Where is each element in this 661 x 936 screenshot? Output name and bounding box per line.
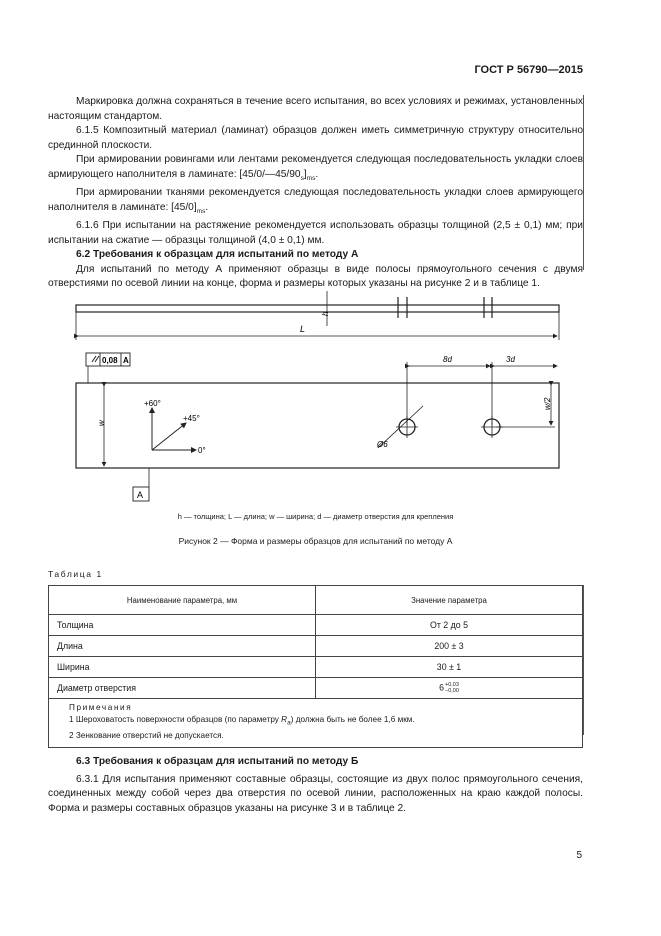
- table-row: [49, 636, 583, 657]
- side-view-strip: [76, 305, 559, 312]
- tolerance-datum: A: [123, 356, 129, 365]
- paragraph: Для испытаний по методу А применяют образцы в виде полосы прямоугольного сечения с двумя отверстиями по осевой линии на конце, форма и размеры которых указаны на рисунке 2 и в таблице 1.: [48, 263, 583, 290]
- param-value: От 2 до 5: [316, 615, 583, 636]
- paragraph: При армировании тканями рекомендуется следующая последовательность укладки слоев армирующего наполнителя в ламинате: $[45/0]_{ms}$.: [48, 187, 583, 215]
- table-row: [49, 678, 583, 699]
- notes-title: Примечания: [69, 703, 133, 712]
- param-name: Длина: [49, 636, 316, 657]
- paragraph: 6.3.1 Для испытания применяют составные образцы, состоящие из двух полос прямоугольного сечения, соединенных между собой через два отверстия по осевой линии, расположенных на краю каждой полосы. Форма и размеры составных образцов указаны на рисунке 3 и в таблице 2.: [48, 773, 583, 814]
- subscript: ms: [306, 174, 316, 182]
- param-name: Толщина: [49, 615, 316, 636]
- page-number: 5: [576, 850, 582, 861]
- change-bar: [583, 585, 584, 735]
- subscript: s: [300, 174, 304, 182]
- value-tolerance: +0,03 −0,00: [444, 682, 459, 694]
- value-main: 6: [439, 682, 444, 693]
- parameters-table: [48, 585, 583, 748]
- paragraph: При армировании ровингами или лентами рекомендуется следующая последовательность укладки слоев армирующего наполнителя в ламинате: $[45/0/—45/90_s]_{ms}$.: [48, 154, 583, 182]
- figure-legend: h — толщина; L — длина; w — ширина; d — диаметр отверстия для крепления: [177, 512, 454, 521]
- table-notes: [49, 699, 583, 748]
- paragraph: Маркировка должна сохраняться в течение всего испытания, во всех условиях и режимах, установленных настоящим стандартом.: [48, 96, 583, 122]
- note-item: 1 Шероховатость поверхности образцов (по параметру $R_a$) должна быть не более 1,6 мкм.: [69, 715, 415, 727]
- column-header: Наименование параметра, мм: [49, 586, 316, 615]
- dim-label-w2: w/2: [543, 397, 552, 410]
- table-row: [49, 657, 583, 678]
- param-value: 200 ± 3: [316, 636, 583, 657]
- section-heading: 6.3 Требования к образцам для испытаний по методу Б: [76, 756, 359, 767]
- table-row: [49, 615, 583, 636]
- angle-label-60: +60°: [144, 399, 161, 408]
- table-header-row: [49, 586, 583, 615]
- dim-label-L: L: [300, 324, 306, 334]
- dim-label-h: h: [321, 311, 330, 316]
- table-notes-row: [49, 699, 583, 748]
- standard-header: ГОСТ Р 56790—2015: [474, 64, 583, 76]
- paragraph: 6.1.5 Композитный материал (ламинат) образцов должен иметь симметричную структуру относительно срединной плоскости.: [48, 125, 583, 151]
- param-value: [316, 678, 583, 699]
- text-block-bottom: [48, 755, 583, 816]
- figure-caption: Рисунок 2 — Форма и размеры образцов для испытаний по методу А: [178, 536, 453, 546]
- paragraph-text: При армировании тканями рекомендуется следующая последовательность укладки слоев армирующего наполнителя в ламинате: [45/0]: [48, 187, 583, 213]
- datum-box-label: А: [137, 490, 144, 500]
- axis-45: [152, 423, 186, 450]
- paragraph: 6.1.6 При испытании на растяжение рекомендуется использовать образцы толщиной (2,5 ± 0,1) мм; при испытании на сжатие — образцы толщиной (4,0 ± 0,1) мм.: [48, 220, 583, 246]
- paragraph-text: При армировании ровингами или лентами рекомендуется следующая последовательность укладки слоев армирующего наполнителя в ламинате: [45/0/—45/90: [48, 154, 583, 180]
- dim-label-8d: 8d: [443, 355, 452, 364]
- tolerance-value: 0,08: [102, 356, 118, 365]
- front-view-strip: [76, 383, 559, 468]
- section-heading: 6.2 Требования к образцам для испытаний по методу А: [76, 249, 359, 261]
- param-name: Ширина: [49, 657, 316, 678]
- angle-label-45: +45°: [183, 414, 200, 423]
- note-item: 2 Зенкование отверстий не допускается.: [69, 730, 224, 740]
- angle-label-0: 0°: [198, 446, 206, 455]
- column-header: Значение параметра: [316, 586, 583, 615]
- subscript: ms: [196, 207, 206, 215]
- table-label: Таблица 1: [48, 569, 103, 579]
- hole-diameter-label: Ø6: [377, 440, 388, 449]
- param-value: 30 ± 1: [316, 657, 583, 678]
- dim-label-3d: 3d: [506, 355, 515, 364]
- dim-label-w: w: [97, 420, 106, 426]
- param-name: Диаметр отверстия: [49, 678, 316, 699]
